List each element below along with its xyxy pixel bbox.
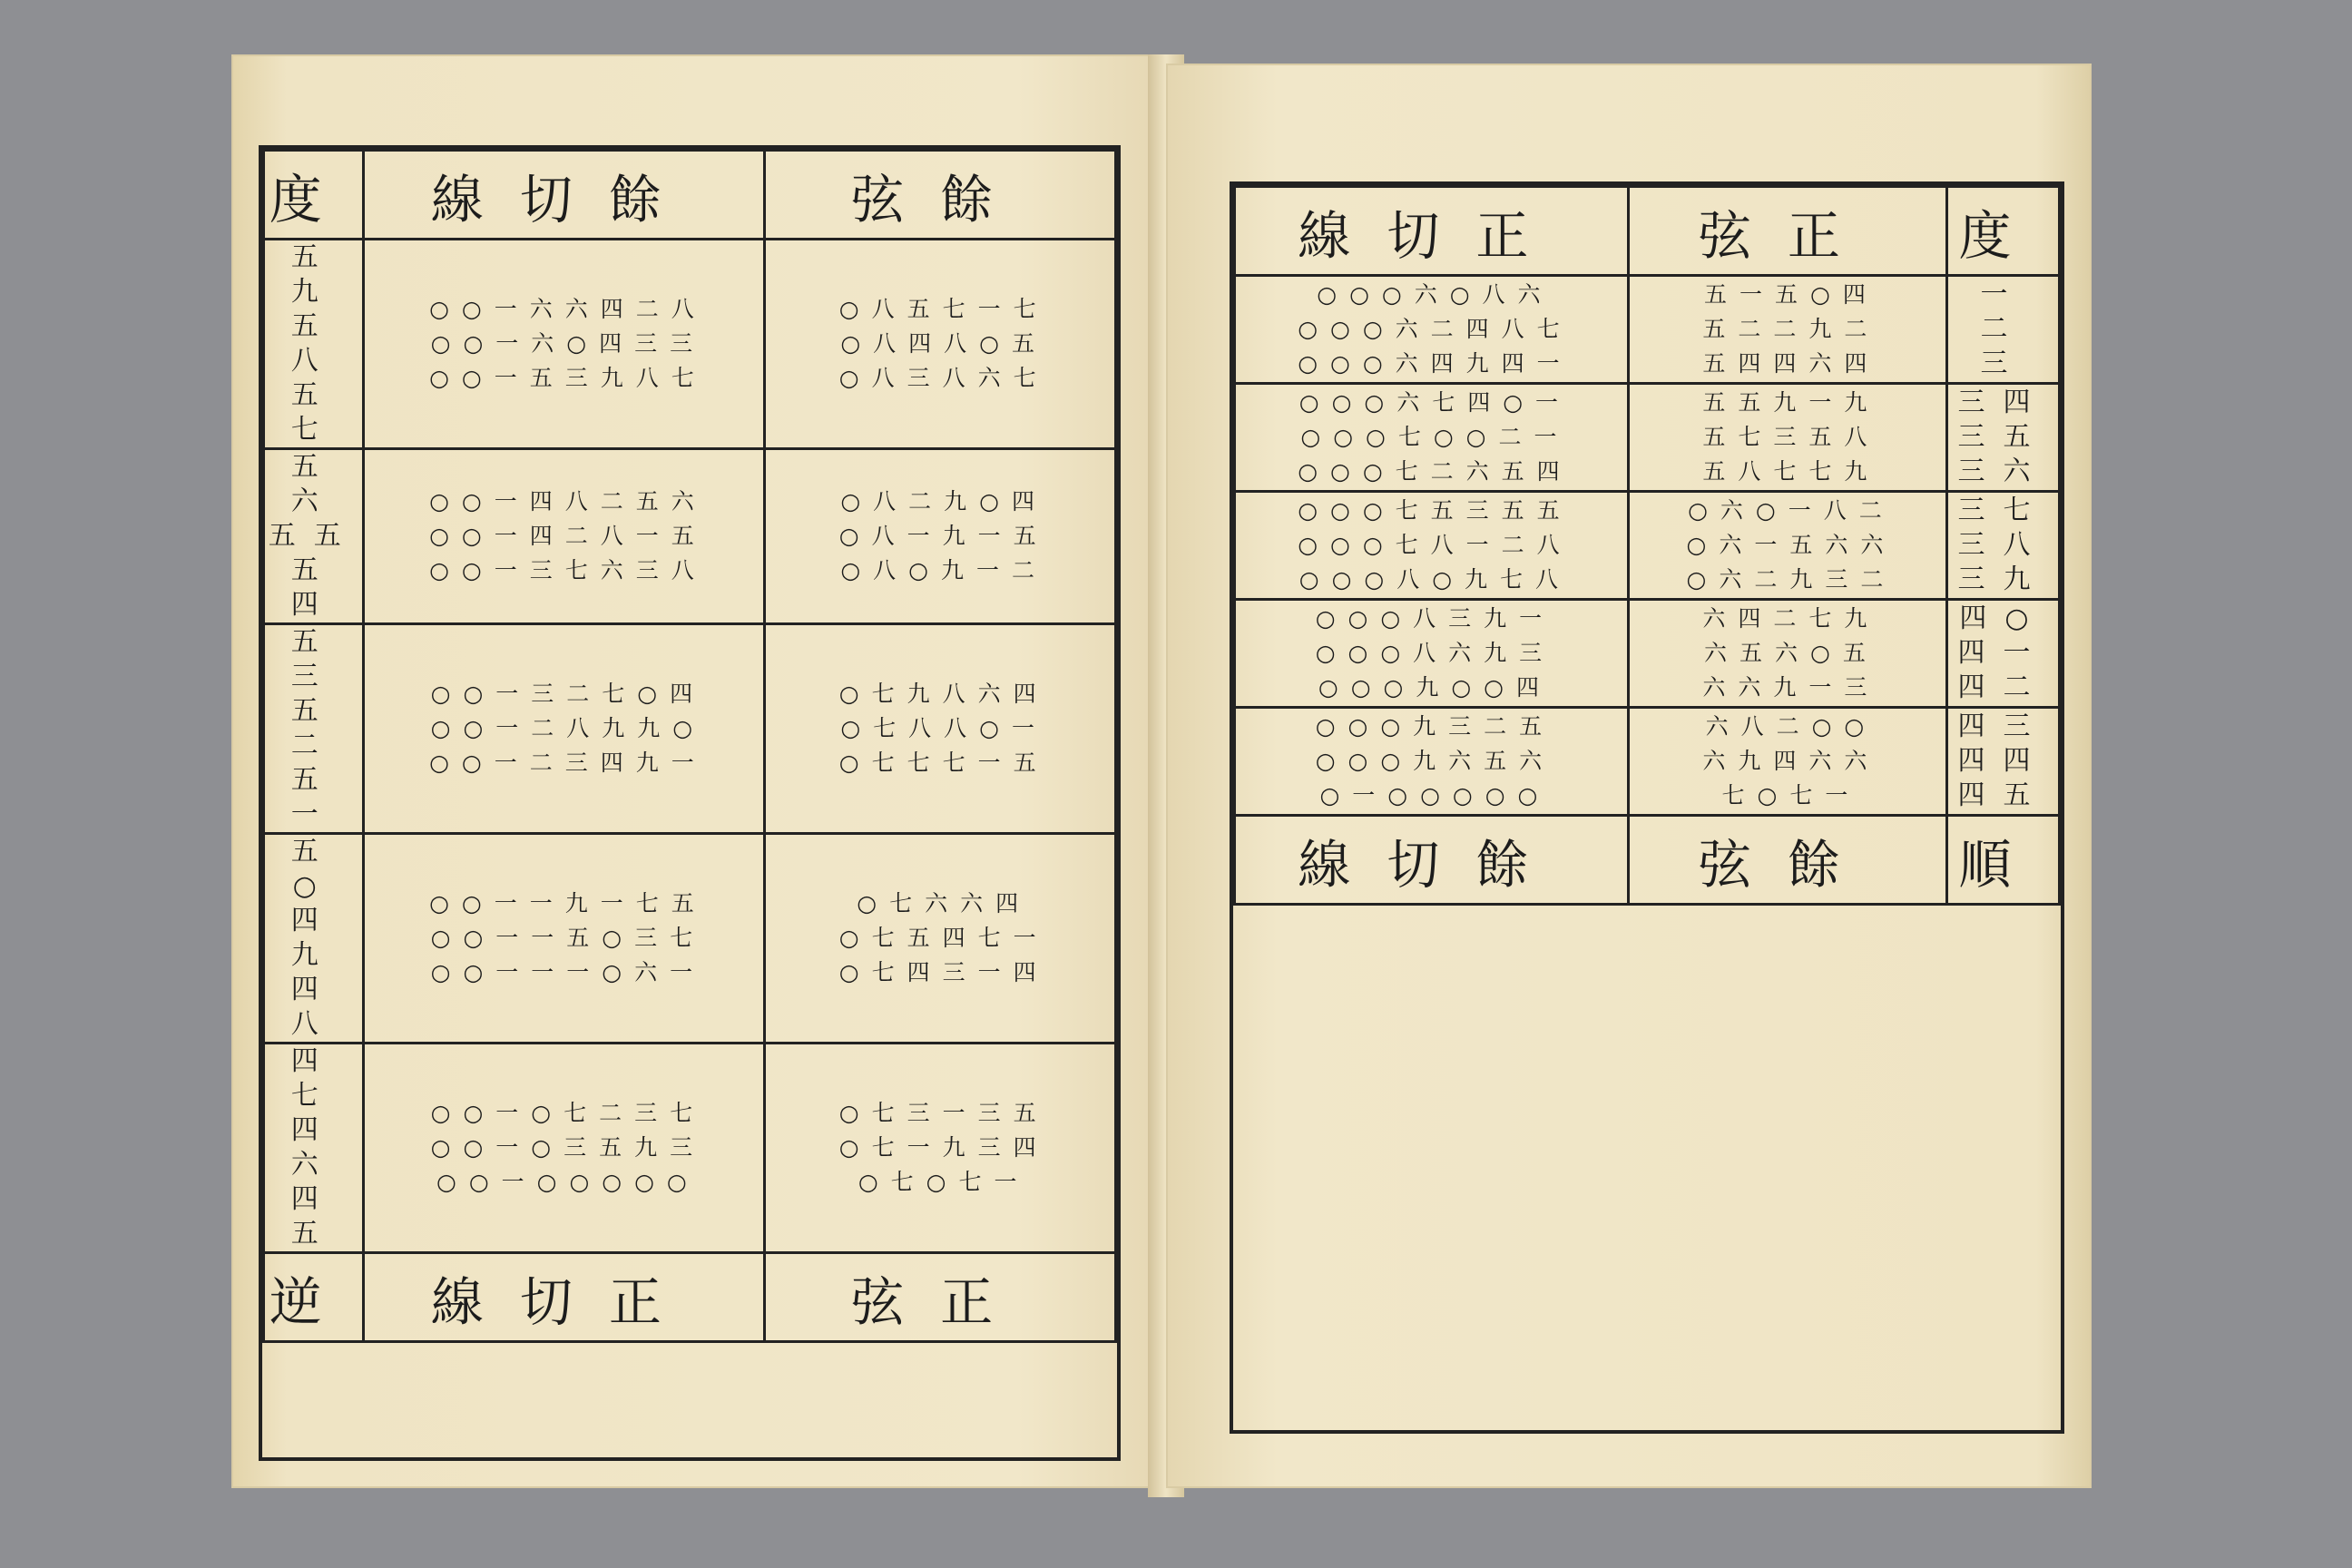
right-trig-table [1233,185,2061,906]
table-line: ○七九八六四 [838,681,1049,707]
table-line: ○○○六四九四一 [1298,350,1573,377]
table-line: 六六九一三 [1702,674,1880,701]
table-line: 四 五 [290,1183,382,1250]
sine-cell [1628,600,1946,708]
table-line: ○○一四二八一五 [429,523,707,549]
table-line: ○八○九一二 [840,557,1047,583]
table-line: 三八 [1957,529,2049,561]
table-line: 四 六 [290,1114,382,1181]
table-line: ○○○八三九一 [1315,605,1555,632]
table-line: 五一五○四 [1704,281,1878,308]
table-line: ○○○六○八六 [1317,281,1553,308]
table-line: 五四四六四 [1702,350,1880,377]
table-row [1235,492,2060,600]
table-line: ○○一二三四九一 [429,750,707,776]
sine-cell [765,240,1116,449]
table-line: ○○一六六四二八 [429,296,707,322]
degree-cell [264,449,405,624]
table-row [1235,600,2060,708]
degree-cell [1947,384,2060,492]
degree-cell [264,834,382,1044]
table-line: ○○一○三五九三 [430,1134,706,1161]
tangent-cell [1235,600,1629,708]
left-footer-sine: 弦正 [765,1253,1116,1342]
table-line: ○○○八○九七八 [1298,566,1572,593]
left-page [231,54,1157,1488]
table-line: ○七○七一 [858,1169,1030,1195]
table-row [1235,276,2060,384]
table-line: ○七八八○一 [840,715,1047,741]
tangent-cell [1235,492,1629,600]
right-footer-forward: 順 [1947,816,2060,905]
table-line: 六八二○○ [1705,713,1877,740]
tangent-cell [364,624,765,834]
table-line: ○八二九○四 [840,488,1047,514]
table-line: 五 一 [290,764,382,830]
table-line: 四 九 [290,905,382,971]
sine-cell [1628,384,1946,492]
table-line: 三九 [1957,564,2049,595]
table-line: 四五 [1957,779,2049,811]
degree-cell [1947,708,2060,816]
tangent-cell [364,449,765,624]
table-row [264,240,1116,449]
table-line: ○八三八六七 [838,365,1049,391]
table-line: 六四二七九 [1702,605,1880,632]
table-line: 四三 [1957,710,2049,742]
table-line: ○○一二八九九○ [430,715,706,741]
table-line: ○七五四七一 [838,925,1049,951]
left-footer-reverse: 逆 [264,1253,364,1342]
table-line: ○八五七一七 [838,296,1049,322]
table-line: ○七一九三四 [838,1134,1049,1161]
left-header-cosine: 弦餘 [765,151,1116,240]
left-header-degree: 度 [264,151,364,240]
right-footer-cotangent: 線切餘 [1235,816,1629,905]
right-page [1166,64,2092,1488]
table-line: ○○一三七六三八 [429,557,707,583]
table-line: ○○一四八二五六 [429,488,707,514]
degree-cell [1947,276,2060,384]
tangent-cell [1235,708,1629,816]
table-line: 五 六 [290,451,382,517]
left-trig-table [262,149,1117,1343]
table-row [1235,384,2060,492]
table-line: 四二 [1957,671,2049,703]
table-line: 五 四 [290,554,382,621]
left-table-frame [259,145,1121,1461]
sine-cell [765,449,1116,624]
left-header-cotangent: 線切餘 [364,151,765,240]
table-line: 五七三五八 [1702,424,1880,450]
table-row [264,834,1116,1044]
table-line: 五二二九二 [1702,316,1880,342]
right-table-frame [1230,181,2064,1434]
table-line: ○七三一三五 [838,1100,1049,1126]
table-line: ○○○九○○四 [1318,674,1552,701]
sine-cell [1628,276,1946,384]
sine-cell [1628,492,1946,600]
table-line: 五 二 [290,695,382,761]
degree-cell [1947,600,2060,708]
table-line: ○七六六四 [857,890,1032,916]
table-line: ○七七七一五 [838,750,1049,776]
table-line: ○○○九三二五 [1315,713,1555,740]
table-line: 四四 [1957,745,2049,777]
table-line: ○○○九六五六 [1315,748,1555,774]
sine-cell [765,624,1116,834]
right-header-sine: 弦正 [1628,187,1946,276]
table-line: ○○一五三九八七 [429,365,707,391]
table-line: ○○○七五三五五 [1298,497,1573,524]
table-line: ○○○六七四○一 [1298,389,1572,416]
table-line: 三七 [1957,495,2049,526]
table-line: ○六二九三二 [1686,566,1896,593]
table-line: 三 [1980,348,2026,379]
table-line: 五 七 [290,379,382,446]
table-line: 四 八 [290,974,382,1040]
tangent-cell [364,834,765,1044]
table-line: 五 三 [290,626,382,692]
tangent-cell [1235,276,1629,384]
table-line: 五 ○ [290,836,382,902]
table-line: ○○一一一○六一 [430,959,706,985]
table-line: 四○ [1959,603,2047,634]
right-header-degree: 度 [1947,187,2060,276]
table-line: ○六一五六六 [1686,532,1896,558]
table-line: 五 八 [290,310,382,377]
table-line: ○○○六二四八七 [1298,316,1573,342]
table-line: 三六 [1957,456,2049,487]
degree-cell [264,240,382,449]
tangent-cell [364,1044,765,1253]
tangent-cell [1235,384,1629,492]
degree-cell [264,1044,382,1253]
table-line: 五五九一九 [1702,389,1880,416]
right-footer-cosine: 弦餘 [1628,816,1946,905]
degree-cell [1947,492,2060,600]
table-row [264,1044,1116,1253]
table-line: ○○一六○四三三 [430,330,706,357]
table-line: 六五六○五 [1704,640,1878,666]
right-header-tangent: 線切正 [1235,187,1629,276]
sine-cell [765,1044,1116,1253]
table-line: 五五 [268,520,405,552]
table-line: ○○一一九一七五 [429,890,707,916]
open-book [231,54,2092,1497]
table-line: ○八四八○五 [840,330,1047,357]
sine-cell [765,834,1116,1044]
table-line: 六九四六六 [1702,748,1880,774]
tangent-cell [364,240,765,449]
sine-cell [1628,708,1946,816]
table-row [1235,708,2060,816]
table-line: ○○○七二六五四 [1298,458,1573,485]
left-footer-tangent: 線切正 [364,1253,765,1342]
table-line: 五 九 [290,241,382,308]
table-line: 五八七七九 [1702,458,1880,485]
table-line: ○○一一五○三七 [430,925,706,951]
table-row [264,449,1116,624]
table-line: ○○一○七二三七 [430,1100,706,1126]
table-line: ○七四三一四 [838,959,1049,985]
table-line: 七○七一 [1721,782,1861,808]
degree-cell [264,624,382,834]
table-line: 二 [1980,313,2026,345]
table-line: ○○○七○○二一 [1300,424,1570,450]
table-line: ○○一三二七○四 [430,681,706,707]
table-line: 四 七 [290,1045,382,1112]
table-line: ○八一九一五 [838,523,1049,549]
table-line: 三五 [1957,421,2049,453]
table-line: ○一○○○○○ [1319,782,1551,808]
table-line: ○○○八六九三 [1315,640,1555,666]
table-line: ○○○七八一二八 [1298,532,1573,558]
table-line: 一 [1980,279,2026,310]
table-line: 三四 [1957,387,2049,418]
table-row [264,624,1116,834]
table-line: ○六○一八二 [1688,497,1895,524]
table-line: ○○一○○○○○ [436,1169,700,1195]
table-line: 四一 [1957,637,2049,669]
